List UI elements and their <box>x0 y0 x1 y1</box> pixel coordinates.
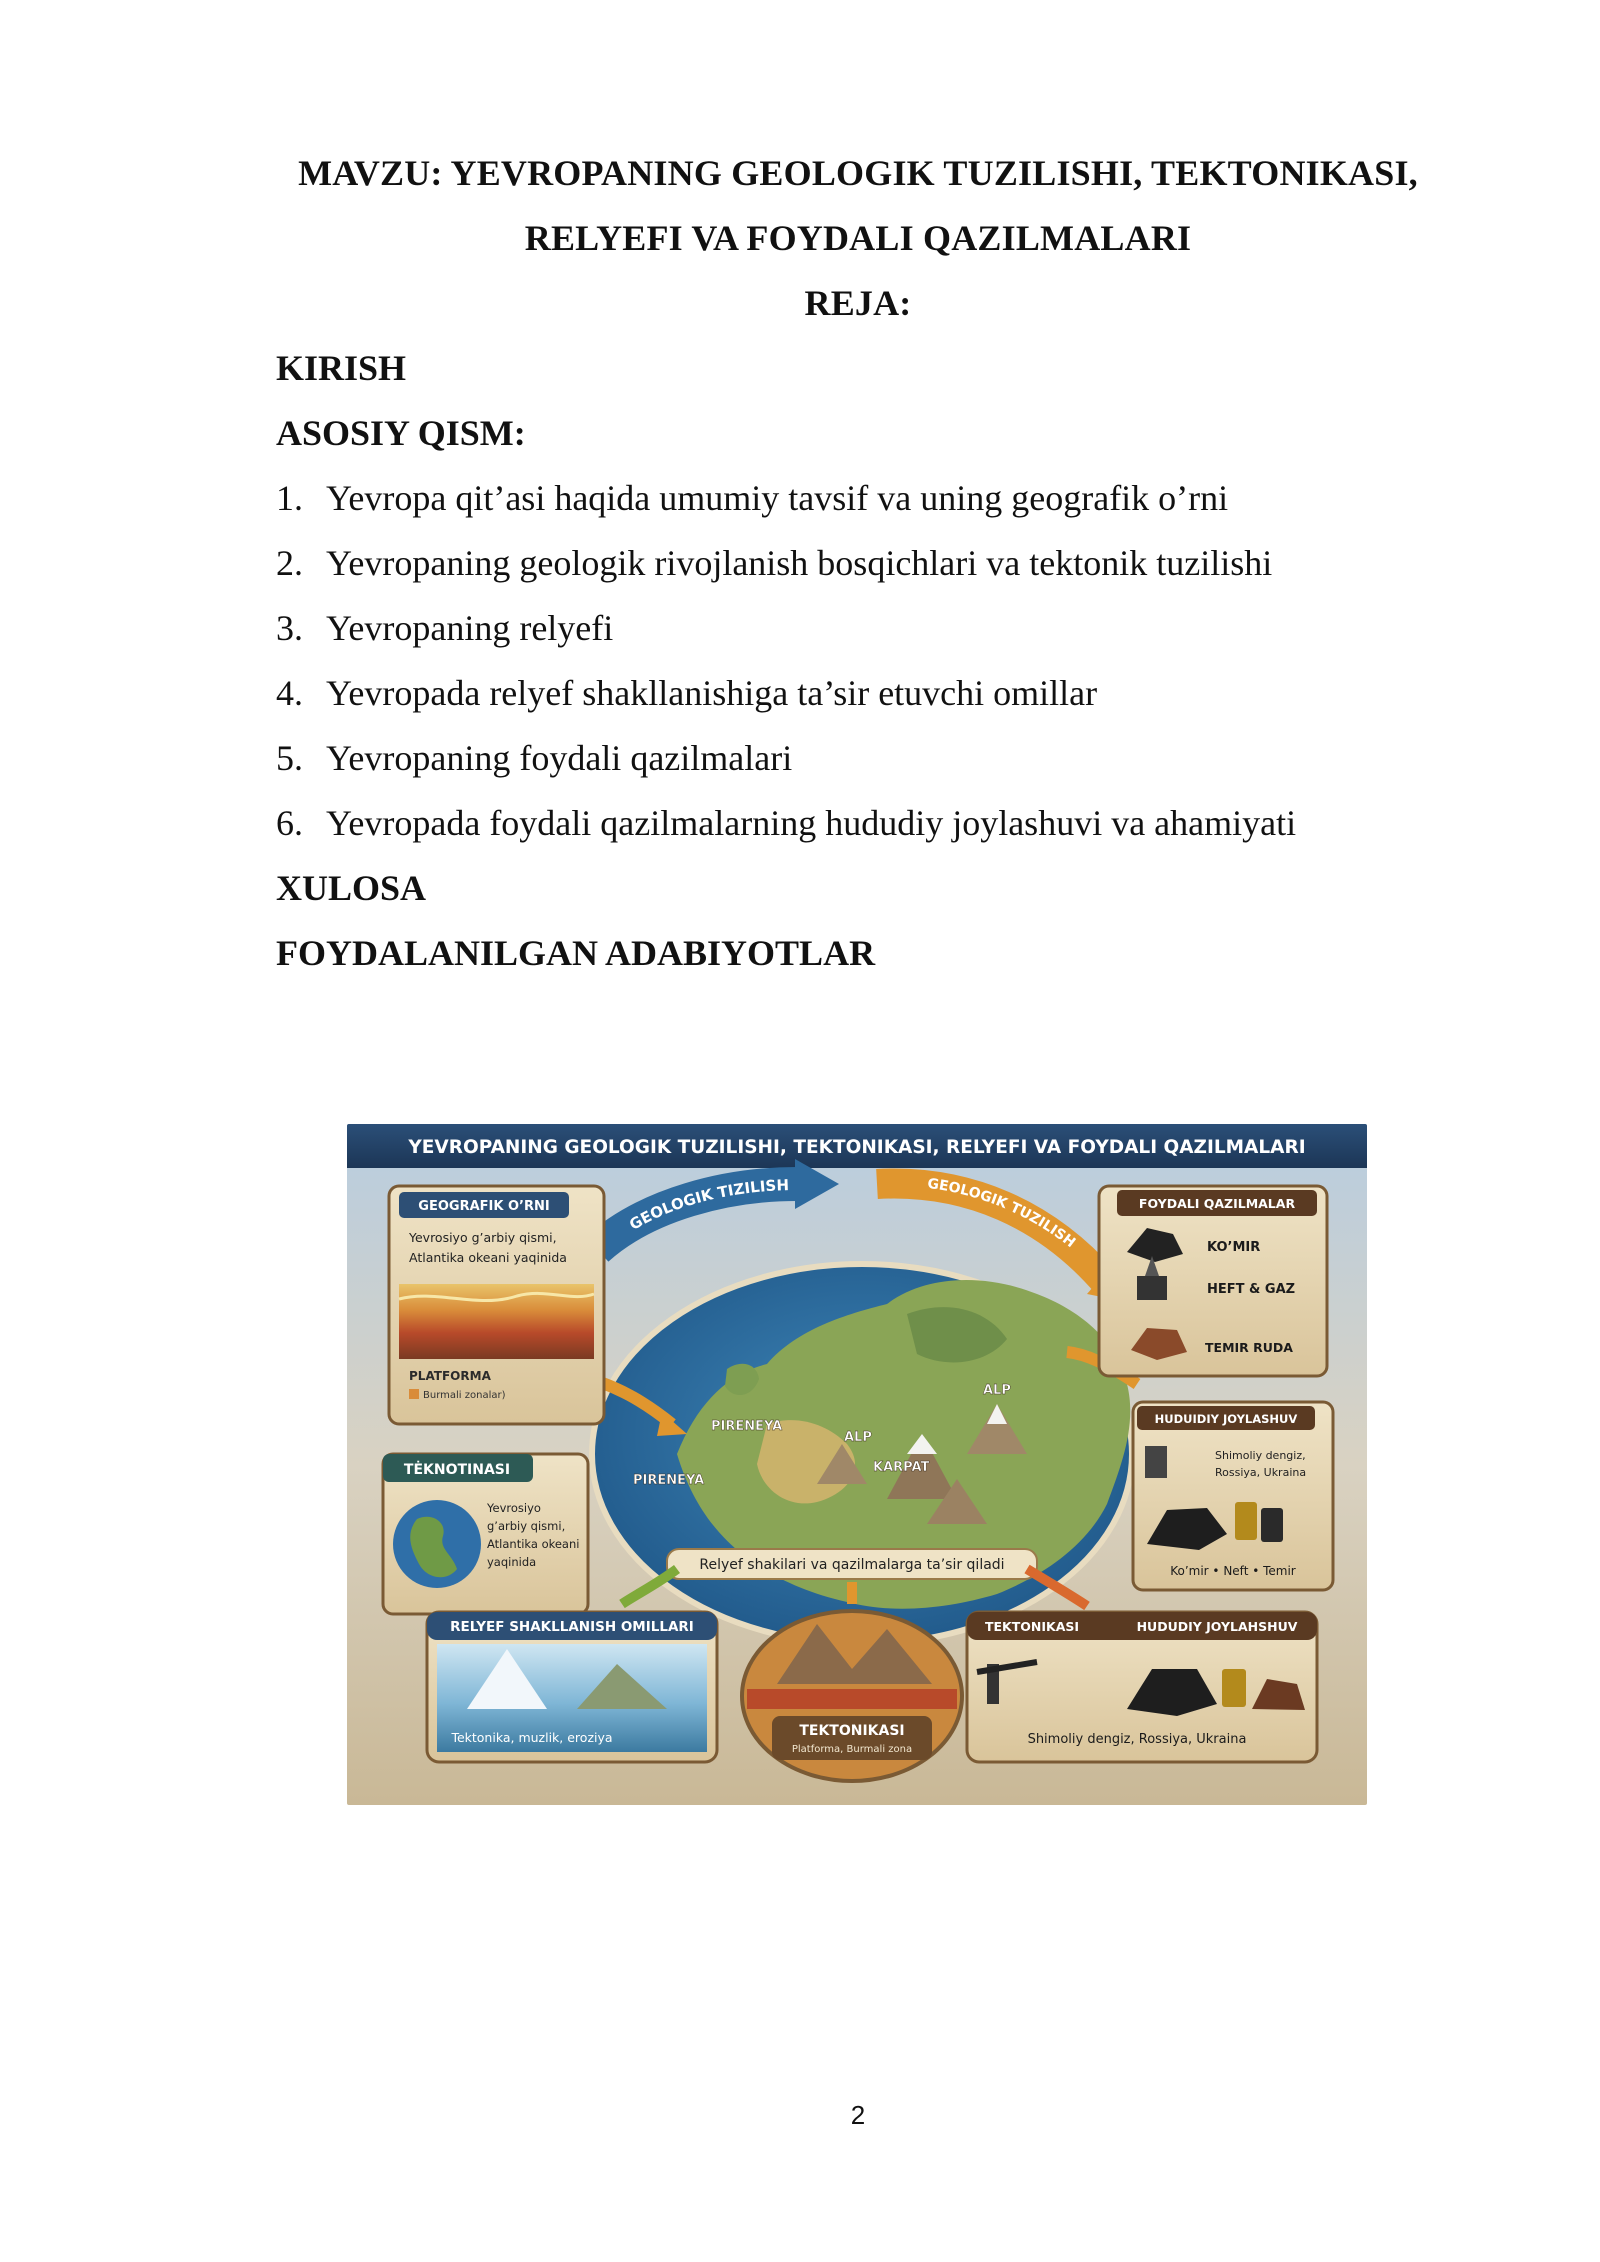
plan-item-text: Yevropa qit’asi haqida umumiy tavsif va uning geografik o’rni <box>326 478 1229 518</box>
map-label-pireneya: PIRENEYA <box>711 1419 783 1434</box>
barrel-icon <box>1235 1502 1257 1540</box>
plan-item-number: 1. <box>276 478 303 518</box>
center-caption: Relyef shakilari va qazilmalarga ta’sir qiladi <box>699 1557 1005 1573</box>
fq-neft: HEFT & GAZ <box>1207 1282 1296 1297</box>
intro-heading: KIRISH <box>276 348 407 388</box>
panel-foydali-title: FOYDALI QAZILMALAR <box>1138 1196 1296 1211</box>
map-label-alp: ALP <box>983 1383 1011 1398</box>
panel-relyef-title: RELYEF SHAKLLANISH OMILLARI <box>450 1619 694 1635</box>
panel-tektonika-text: yaqinida <box>487 1555 537 1569</box>
panel-bottom-text: Shimoliy dengiz, Rossiya, Ukraina <box>1027 1732 1247 1747</box>
map-label-pireneya: PIRENEYA <box>633 1473 705 1488</box>
plan-item <box>276 802 1296 844</box>
barrel-icon <box>1222 1669 1246 1707</box>
panel-tektonika-text: g’arbiy qismi, <box>487 1519 566 1533</box>
page-number: 2 <box>850 2100 866 2130</box>
barrel-icon <box>1261 1508 1283 1542</box>
plan-item-number: 5. <box>276 738 303 778</box>
arrow-right-label: GEOLOGIK TUZILISH <box>926 1175 1079 1252</box>
panel-geografik-text: Atlantika okeani yaqinida <box>409 1250 567 1265</box>
panel-hududiy <box>1133 1402 1333 1590</box>
plan-item <box>276 477 1228 519</box>
panel-tektonika-text: Atlantika okeani <box>487 1537 580 1551</box>
infographic-svg <box>347 1124 1367 1805</box>
panel-tektonika-title: TĖKNOTINASI <box>403 1462 511 1478</box>
panel-bottom-title-2: HUDUDIY JOYLAHSHUV <box>1136 1619 1298 1634</box>
plan-item-text: Yevropada foydali qazilmalarning hududiy joylashuvi va ahamiyati <box>326 803 1297 843</box>
hududiy-text: Rossiya, Ukraina <box>1215 1466 1307 1479</box>
conclusion-heading: XULOSA <box>276 868 427 908</box>
plan-item-number: 6. <box>276 803 303 843</box>
arrow-left-label: GEOLOGIK TIZILISH <box>626 1176 790 1234</box>
banner-title: YEVROPANING GEOLOGIK TUZILISHI, TEKTONIKASI, RELYEFI VA FOYDALI QAZILMALARI <box>408 1137 1306 1158</box>
panel-geografik-text: Yevrosiyo g’arbiy qismi, <box>409 1230 557 1245</box>
references-heading: FOYDALANILGAN ADABIYOTLAR <box>276 933 876 973</box>
plan-item <box>276 737 792 779</box>
tektonika-sub: Platforma, Burmali zona <box>791 1744 913 1755</box>
plan-item-number: 2. <box>276 543 303 583</box>
plan-item-text: Yevropaning geologik rivojlanish bosqichlari va tektonik tuzilishi <box>326 543 1273 583</box>
plan-heading: REJA: <box>804 283 912 323</box>
panel-relyef-text: Tektonika, muzlik, eroziya <box>451 1730 613 1745</box>
panel-geografik-title: GEOGRAFIK O’RNI <box>418 1199 550 1214</box>
legend-swatch <box>409 1389 419 1399</box>
oil-rig-icon <box>1137 1276 1167 1300</box>
panel-hududiy-title: HUDUIDIY JOYLASHUV <box>1154 1412 1298 1426</box>
plan-item-text: Yevropaning relyefi <box>326 608 614 648</box>
panel-tektonika-text: Yevrosiyo <box>487 1501 541 1515</box>
derrick-icon <box>1145 1446 1167 1478</box>
infographic-figure <box>347 1124 1367 1805</box>
tektonika-title: TEKTONIKASI <box>799 1723 905 1739</box>
fq-komir: KO’MIR <box>1207 1240 1261 1255</box>
map-label-karpat: KARPAT <box>873 1460 930 1475</box>
plan-item <box>276 672 1097 714</box>
plan-item-number: 3. <box>276 608 303 648</box>
hududiy-legend: Ko’mir • Neft • Temir <box>1170 1564 1296 1578</box>
document-title-line-2: RELYEFI VA FOYDALI QAZILMALARI <box>524 218 1192 258</box>
map-label-alp: ALP <box>844 1430 872 1445</box>
fq-temir: TEMIR RUDA <box>1205 1340 1293 1355</box>
panel-geografik-burmali: Burmali zonalar) <box>423 1390 506 1401</box>
plan-item-number: 4. <box>276 673 303 713</box>
hududiy-text: Shimoliy dengiz, <box>1215 1449 1306 1462</box>
document-title-line-1: MAVZU: YEVROPANING GEOLOGIK TUZILISHI, TEKTONIKASI, <box>298 153 1418 193</box>
panel-geografik-platforma: PLATFORMA <box>409 1369 491 1383</box>
plan-item <box>276 607 613 649</box>
main-part-heading: ASOSIY QISM: <box>276 413 526 453</box>
tektonika-layer <box>747 1689 957 1709</box>
plan-item-text: Yevropaning foydali qazilmalari <box>326 738 793 778</box>
plan-item-text: Yevropada relyef shakllanishiga ta’sir etuvchi omillar <box>326 673 1098 713</box>
plan-item <box>276 542 1272 584</box>
panel-bottom-title-1: TEKTONIKASI <box>984 1619 1080 1634</box>
